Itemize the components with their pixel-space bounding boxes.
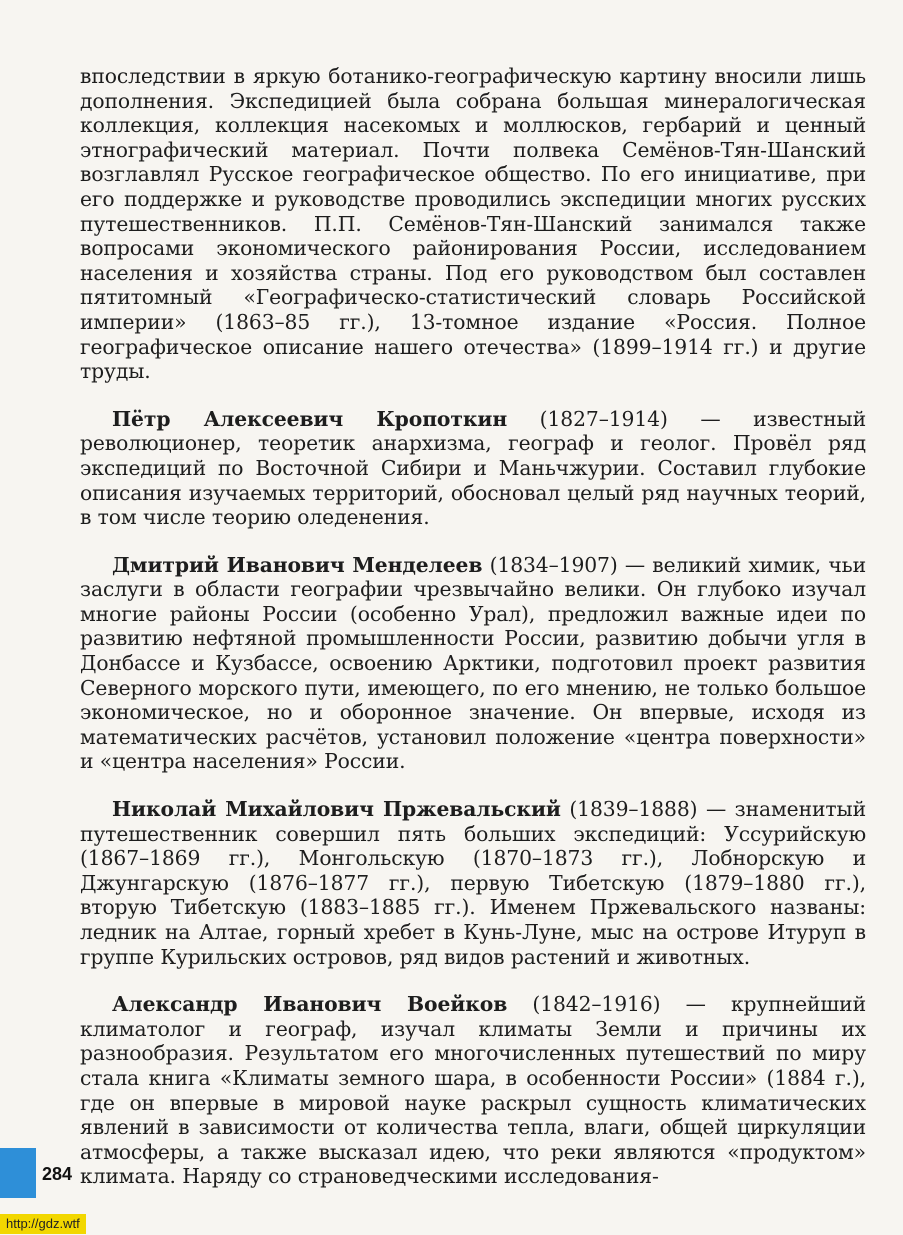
- mendeleev-text: (1834–1907) — великий химик, чьи заслуги в области географии чрезвычайно велики. Он глубоко изучал многие районы России (особенно Урал), предложил важные идеи по развитию нефтяной промышленности России, развитию добычи угля в Донбассе и Кузбассе, освоению Арктики, подготовил проект развития Северного морского пути, имеющего, по его мнению, не только большое экономическое, но и оборонное значение. Он впервые, исходя из математических расчётов, установил положение «центра поверхности» и «центра населения» России.: [80, 552, 866, 774]
- przhevalsky-name: Николай Михайлович Пржевальский: [112, 797, 561, 822]
- page-edge-tab: [0, 1148, 36, 1198]
- przhevalsky-text: (1839–1888) — знаменитый путешественник совершил пять больших экспедиций: Уссурийскую (1867–1869 гг.), Монгольскую (1870–1873 гг.), Лобнорскую и Джунгарскую (1876–1877 гг.), первую Тибетскую (1879–1880 гг.), вторую Тибетскую (1883–1885 гг.). Именем Пржевальского названы: ледник на Алтае, горный хребет в Кунь-Луне, мыс на острове Итуруп в группе Курильских островов, ряд видов растений и животных.: [80, 797, 866, 969]
- voeikov-name: Александр Иванович Воейков: [112, 992, 508, 1017]
- kropotkin-paragraph: [80, 407, 866, 530]
- voeikov-paragraph: [80, 992, 866, 1189]
- intro-paragraph: впоследствии в яркую ботанико-географическую картину вносили лишь дополнения. Экспедицией была собрана большая минералогическая коллекция, коллекция насекомых и моллюсков, гербарий и ценный этнографический материал. Почти полвека Семёнов-Тян-Шанский возглавлял Русское географическое общество. По его инициативе, при его поддержке и руководстве проводились экспедиции многих русских путешественников. П.П. Семёнов-Тян-Шанский занимался также вопросами экономического районирования России, исследованием населения и хозяйства страны. Под его руководством был составлен пятитомный «Географическо-статистический словарь Российской империи» (1863–85 гг.), 13-томное издание «Россия. Полное географическое описание нашего отечества» (1899–1914 гг.) и другие труды.: [80, 64, 866, 384]
- przhevalsky-paragraph: [80, 797, 866, 969]
- kropotkin-name: Пётр Алексеевич Кропоткин: [112, 406, 508, 431]
- mendeleev-paragraph: [80, 553, 866, 774]
- kropotkin-text: (1827–1914) — известный революционер, теоретик анархизма, географ и геолог. Провёл ряд экспедиций по Восточной Сибири и Маньчжурии. Составил глубокие описания изучаемых территорий, обосновал целый ряд научных теорий, в том числе теорию оледенения.: [80, 406, 867, 530]
- source-link[interactable]: http://gdz.wtf: [0, 1214, 86, 1234]
- mendeleev-name: Дмитрий Иванович Менделеев: [112, 552, 483, 577]
- voeikov-text: (1842–1916) — крупнейший климатолог и географ, изучал климаты Земли и причины их разнообразия. Результатом его многочисленных путешествий по миру стала книга «Климаты земного шара, в особенности России» (1884 г.), где он впервые в мировой науке раскрыл сущность климатических явлений в зависимости от количества тепла, влаги, общей циркуляции атмосферы, а также высказал идею, что реки являются «продуктом» климата. Наряду со страноведческими исследования-: [80, 992, 866, 1189]
- page-number: 284: [42, 1164, 73, 1184]
- text-column: [80, 64, 866, 1189]
